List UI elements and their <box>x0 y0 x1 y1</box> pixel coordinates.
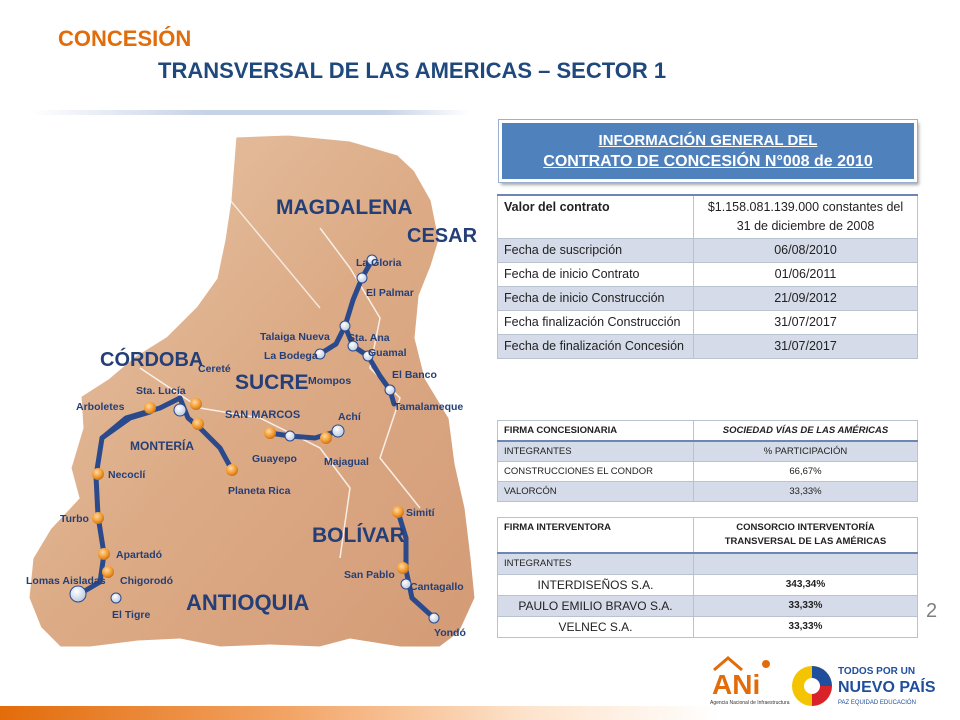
page-title: CONCESIÓN <box>58 26 192 51</box>
member-name: PAULO EMILIO BRAVO S.A. <box>498 596 694 617</box>
concesionaria-table <box>497 420 918 502</box>
row-label: INTEGRANTES <box>498 441 694 462</box>
region-label: CÓRDOBA <box>100 349 204 371</box>
place-label: Planeta Rica <box>228 485 291 497</box>
place-label: La Gloria <box>356 257 402 269</box>
member-pct: 33,33% <box>694 596 918 617</box>
table-row <box>498 311 918 335</box>
interventora-table <box>497 517 918 638</box>
contract-info-table <box>497 194 918 359</box>
heading-line-2: CONTRATO DE CONCESIÓN N°008 de 2010 <box>543 153 873 170</box>
heading-line-1: INFORMACIÓN GENERAL DEL <box>598 132 818 149</box>
row-label: Fecha de finalización Concesión <box>498 335 694 359</box>
place-label: MONTERÍA <box>130 439 194 453</box>
page-number: 2 <box>926 600 938 622</box>
page-subtitle: TRANSVERSAL DE LAS AMERICAS – SECTOR 1 <box>158 58 667 83</box>
region-label: MAGDALENA <box>276 196 413 219</box>
integrantes-label: INTEGRANTES <box>498 553 694 575</box>
empty-cell <box>694 553 918 575</box>
place-label: El Banco <box>392 369 437 381</box>
place-label: Simití <box>406 507 435 519</box>
place-label: Tamalameque <box>394 401 464 413</box>
row-value: 06/08/2010 <box>694 239 918 263</box>
table-row <box>498 335 918 359</box>
place-label: Lomas Aisladas <box>26 575 106 587</box>
place-label: Achí <box>338 411 361 423</box>
place-label: Majagual <box>324 456 369 468</box>
firm-label: FIRMA CONCESIONARIA <box>498 421 694 442</box>
table-row <box>498 596 918 617</box>
row-label: VALORCÓN <box>498 482 694 502</box>
row-label: Fecha de inicio Construcción <box>498 287 694 311</box>
row-label: Valor del contrato <box>498 195 694 239</box>
place-label: SAN MARCOS <box>225 409 301 421</box>
firm-name: SOCIEDAD VÍAS DE LAS AMÉRICAS <box>694 421 918 442</box>
row-label: Fecha de inicio Contrato <box>498 263 694 287</box>
table-row <box>498 441 918 462</box>
place-label: Talaiga Nueva <box>260 331 330 343</box>
table-row <box>498 482 918 502</box>
place-label: Guamal <box>368 347 407 359</box>
place-label: Guayepo <box>252 453 297 465</box>
table-row <box>498 239 918 263</box>
table-row <box>498 575 918 596</box>
row-label: Fecha de suscripción <box>498 239 694 263</box>
row-label: CONSTRUCCIONES EL CONDOR <box>498 462 694 482</box>
place-label: Arboletes <box>76 401 125 413</box>
contract-info-heading <box>499 120 917 182</box>
table-row <box>498 462 918 482</box>
todos-line-1: TODOS POR UN <box>838 666 916 677</box>
region-label: SUCRE <box>235 371 309 394</box>
table-row <box>498 287 918 311</box>
place-label: San Pablo <box>344 569 395 581</box>
ani-caption: Agencia Nacional de Infraestructura <box>710 700 790 706</box>
title-divider <box>30 110 470 115</box>
place-label: Cantagallo <box>410 581 464 593</box>
footer-bar <box>0 706 960 720</box>
todos-line-3: PAZ EQUIDAD EDUCACIÓN <box>838 700 916 706</box>
place-label: Sta. Lucía <box>136 385 186 397</box>
ani-logo <box>708 656 790 712</box>
member-pct: 343,34% <box>694 575 918 596</box>
place-label: Sta. Ana <box>348 332 390 344</box>
todos-line-2: NUEVO PAÍS <box>838 679 936 696</box>
row-value: 31/07/2017 <box>694 335 918 359</box>
member-name: VELNEC S.A. <box>498 617 694 638</box>
row-value: 66,67% <box>694 462 918 482</box>
firm-label: FIRMA INTERVENTORA <box>498 518 694 554</box>
row-value: 33,33% <box>694 482 918 502</box>
row-label: Fecha finalización Construcción <box>498 311 694 335</box>
row-value: $1.158.081.139.000 constantes del 31 de diciembre de 2008 <box>694 195 918 239</box>
row-value: % PARTICIPACIÓN <box>694 441 918 462</box>
region-label: CESAR <box>407 225 478 247</box>
table-row <box>498 553 918 575</box>
place-label: El Palmar <box>366 287 414 299</box>
member-pct: 33,33% <box>694 617 918 638</box>
table-header-row <box>498 421 918 442</box>
table-row <box>498 617 918 638</box>
place-label: Yondó <box>434 627 466 639</box>
table-header-row <box>498 518 918 554</box>
place-label: Cereté <box>198 363 231 375</box>
place-label: Apartadó <box>116 549 163 561</box>
place-label: Turbo <box>60 513 89 525</box>
place-label: Necoclí <box>108 469 146 481</box>
ani-letters: ANi <box>712 669 761 700</box>
region-label: BOLÍVAR <box>312 524 405 547</box>
firm-name: CONSORCIO INTERVENTORÍA TRANSVERSAL DE LAS AMÉRICAS <box>694 518 918 554</box>
row-value: 21/09/2012 <box>694 287 918 311</box>
place-label: Chigorodó <box>120 575 174 587</box>
place-label: El Tigre <box>112 609 151 621</box>
member-name: INTERDISEÑOS S.A. <box>498 575 694 596</box>
region-label: ANTIOQUIA <box>186 590 310 615</box>
row-value: 01/06/2011 <box>694 263 918 287</box>
row-value: 31/07/2017 <box>694 311 918 335</box>
place-label: Mompos <box>308 375 352 387</box>
table-row <box>498 263 918 287</box>
route-map <box>20 128 486 653</box>
place-label: La Bodega <box>264 350 318 362</box>
table-row <box>498 195 918 239</box>
